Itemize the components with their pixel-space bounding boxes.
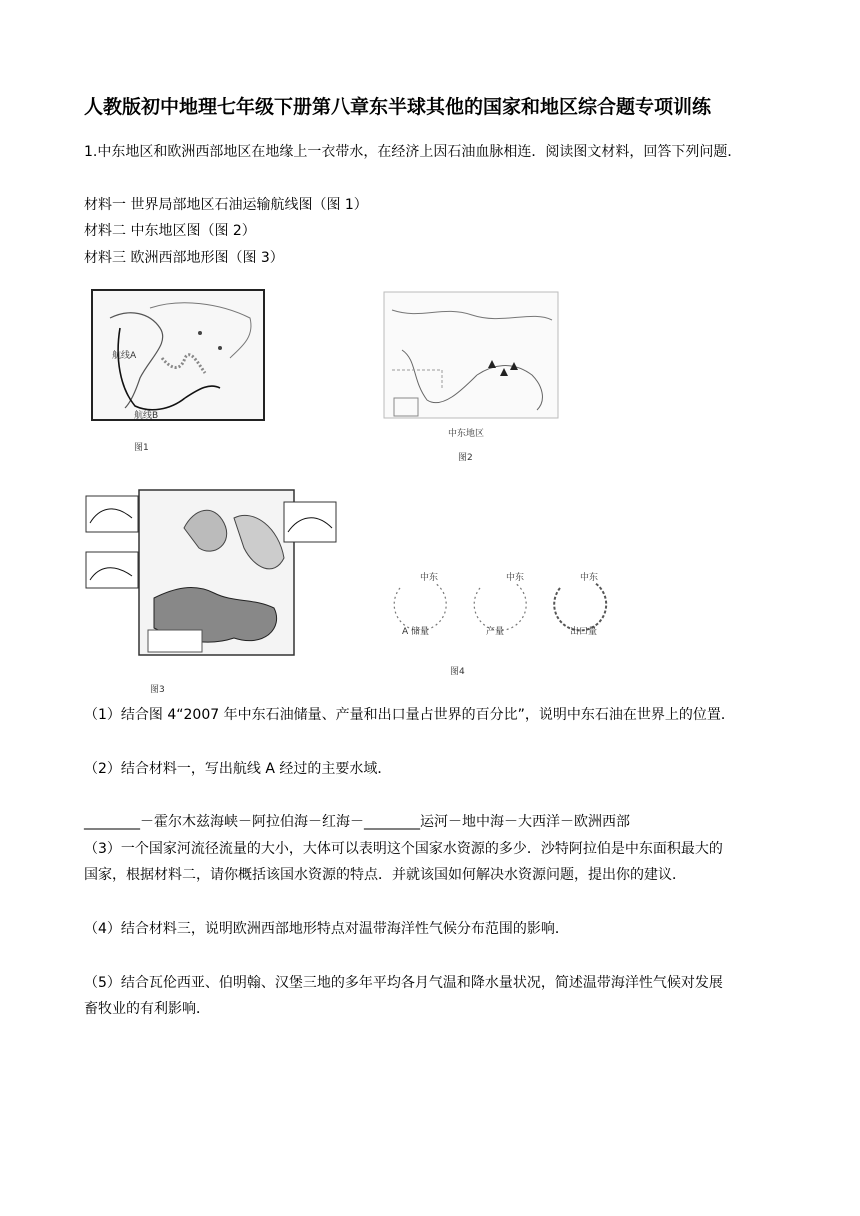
question-1: （1）结合图 4“2007 年中东石油储量、产量和出口量占世界的百分比”，说明中东石油在世界上的位置． xyxy=(84,707,735,723)
figure-3-caption: 图3 xyxy=(150,685,165,695)
figure-2-caption: 图2 xyxy=(458,453,473,463)
question-3-line-1: （3）一个国家河流径流量的大小，大体可以表明这个国家水资源的多少．沙特阿拉伯是中东面积最大的 xyxy=(84,841,723,857)
route-text-1: －霍尔木兹海峡－阿拉伯海－红海－ xyxy=(140,814,364,830)
figure-4-caption: 图4 xyxy=(450,667,465,677)
fig4-bottom-2: 产量 xyxy=(486,627,505,637)
figure-2-middle-east-map xyxy=(382,290,588,439)
figure-4-oil-share-charts xyxy=(380,568,610,638)
fig4-bottom-3: 出口量 xyxy=(570,627,598,637)
question-5-line-2: 畜牧业的有利影响． xyxy=(84,1001,210,1017)
fig4-label-2: 中东 xyxy=(506,573,525,583)
fig4-bottom-1: A 储量 xyxy=(402,627,430,637)
question-5-line-1: （5）结合瓦伦西亚、伯明翰、汉堡三地的多年平均各月气温和降水量状况，简述温带海洋性气候对发展 xyxy=(84,975,723,991)
route-b-label: 航线B xyxy=(134,411,159,421)
route-text-2: 运河－地中海－大西洋－欧洲西部 xyxy=(420,814,630,830)
figure-2-title: 中东地区 xyxy=(448,429,485,439)
question-2-route xyxy=(84,811,630,831)
page-title: 人教版初中地理七年级下册第八章东半球其他的国家和地区综合题专项训练 xyxy=(84,96,712,118)
material-3: 材料三 欧洲西部地形图（图 3） xyxy=(84,250,284,266)
question-3-line-2: 国家，根据材料二，请你概括该国水资源的特点．并就该国如何解决水资源问题，提出你的建议． xyxy=(84,867,686,883)
figure-3-western-europe-map xyxy=(84,488,340,660)
question-2: （2）结合材料一，写出航线 A 经过的主要水域． xyxy=(84,761,392,777)
fig4-label-1: 中东 xyxy=(420,573,439,583)
figure-1-caption: 图1 xyxy=(134,443,149,453)
question-intro: 1.中东地区和欧洲西部地区在地缘上一衣带水，在经济上因石油血脉相连．阅读图文材料，回答下列问题． xyxy=(84,144,742,160)
answer-blank-1[interactable]: ________ xyxy=(84,814,140,830)
fig4-label-3: 中东 xyxy=(580,573,599,583)
material-1: 材料一 世界局部地区石油运输航线图（图 1） xyxy=(84,197,368,213)
figure-1-oil-route-map xyxy=(90,288,268,422)
material-2: 材料二 中东地区图（图 2） xyxy=(84,223,256,239)
question-4: （4）结合材料三，说明欧洲西部地形特点对温带海洋性气候分布范围的影响． xyxy=(84,921,569,937)
answer-blank-2[interactable]: ________ xyxy=(364,814,420,830)
route-a-label: 航线A xyxy=(112,351,137,361)
